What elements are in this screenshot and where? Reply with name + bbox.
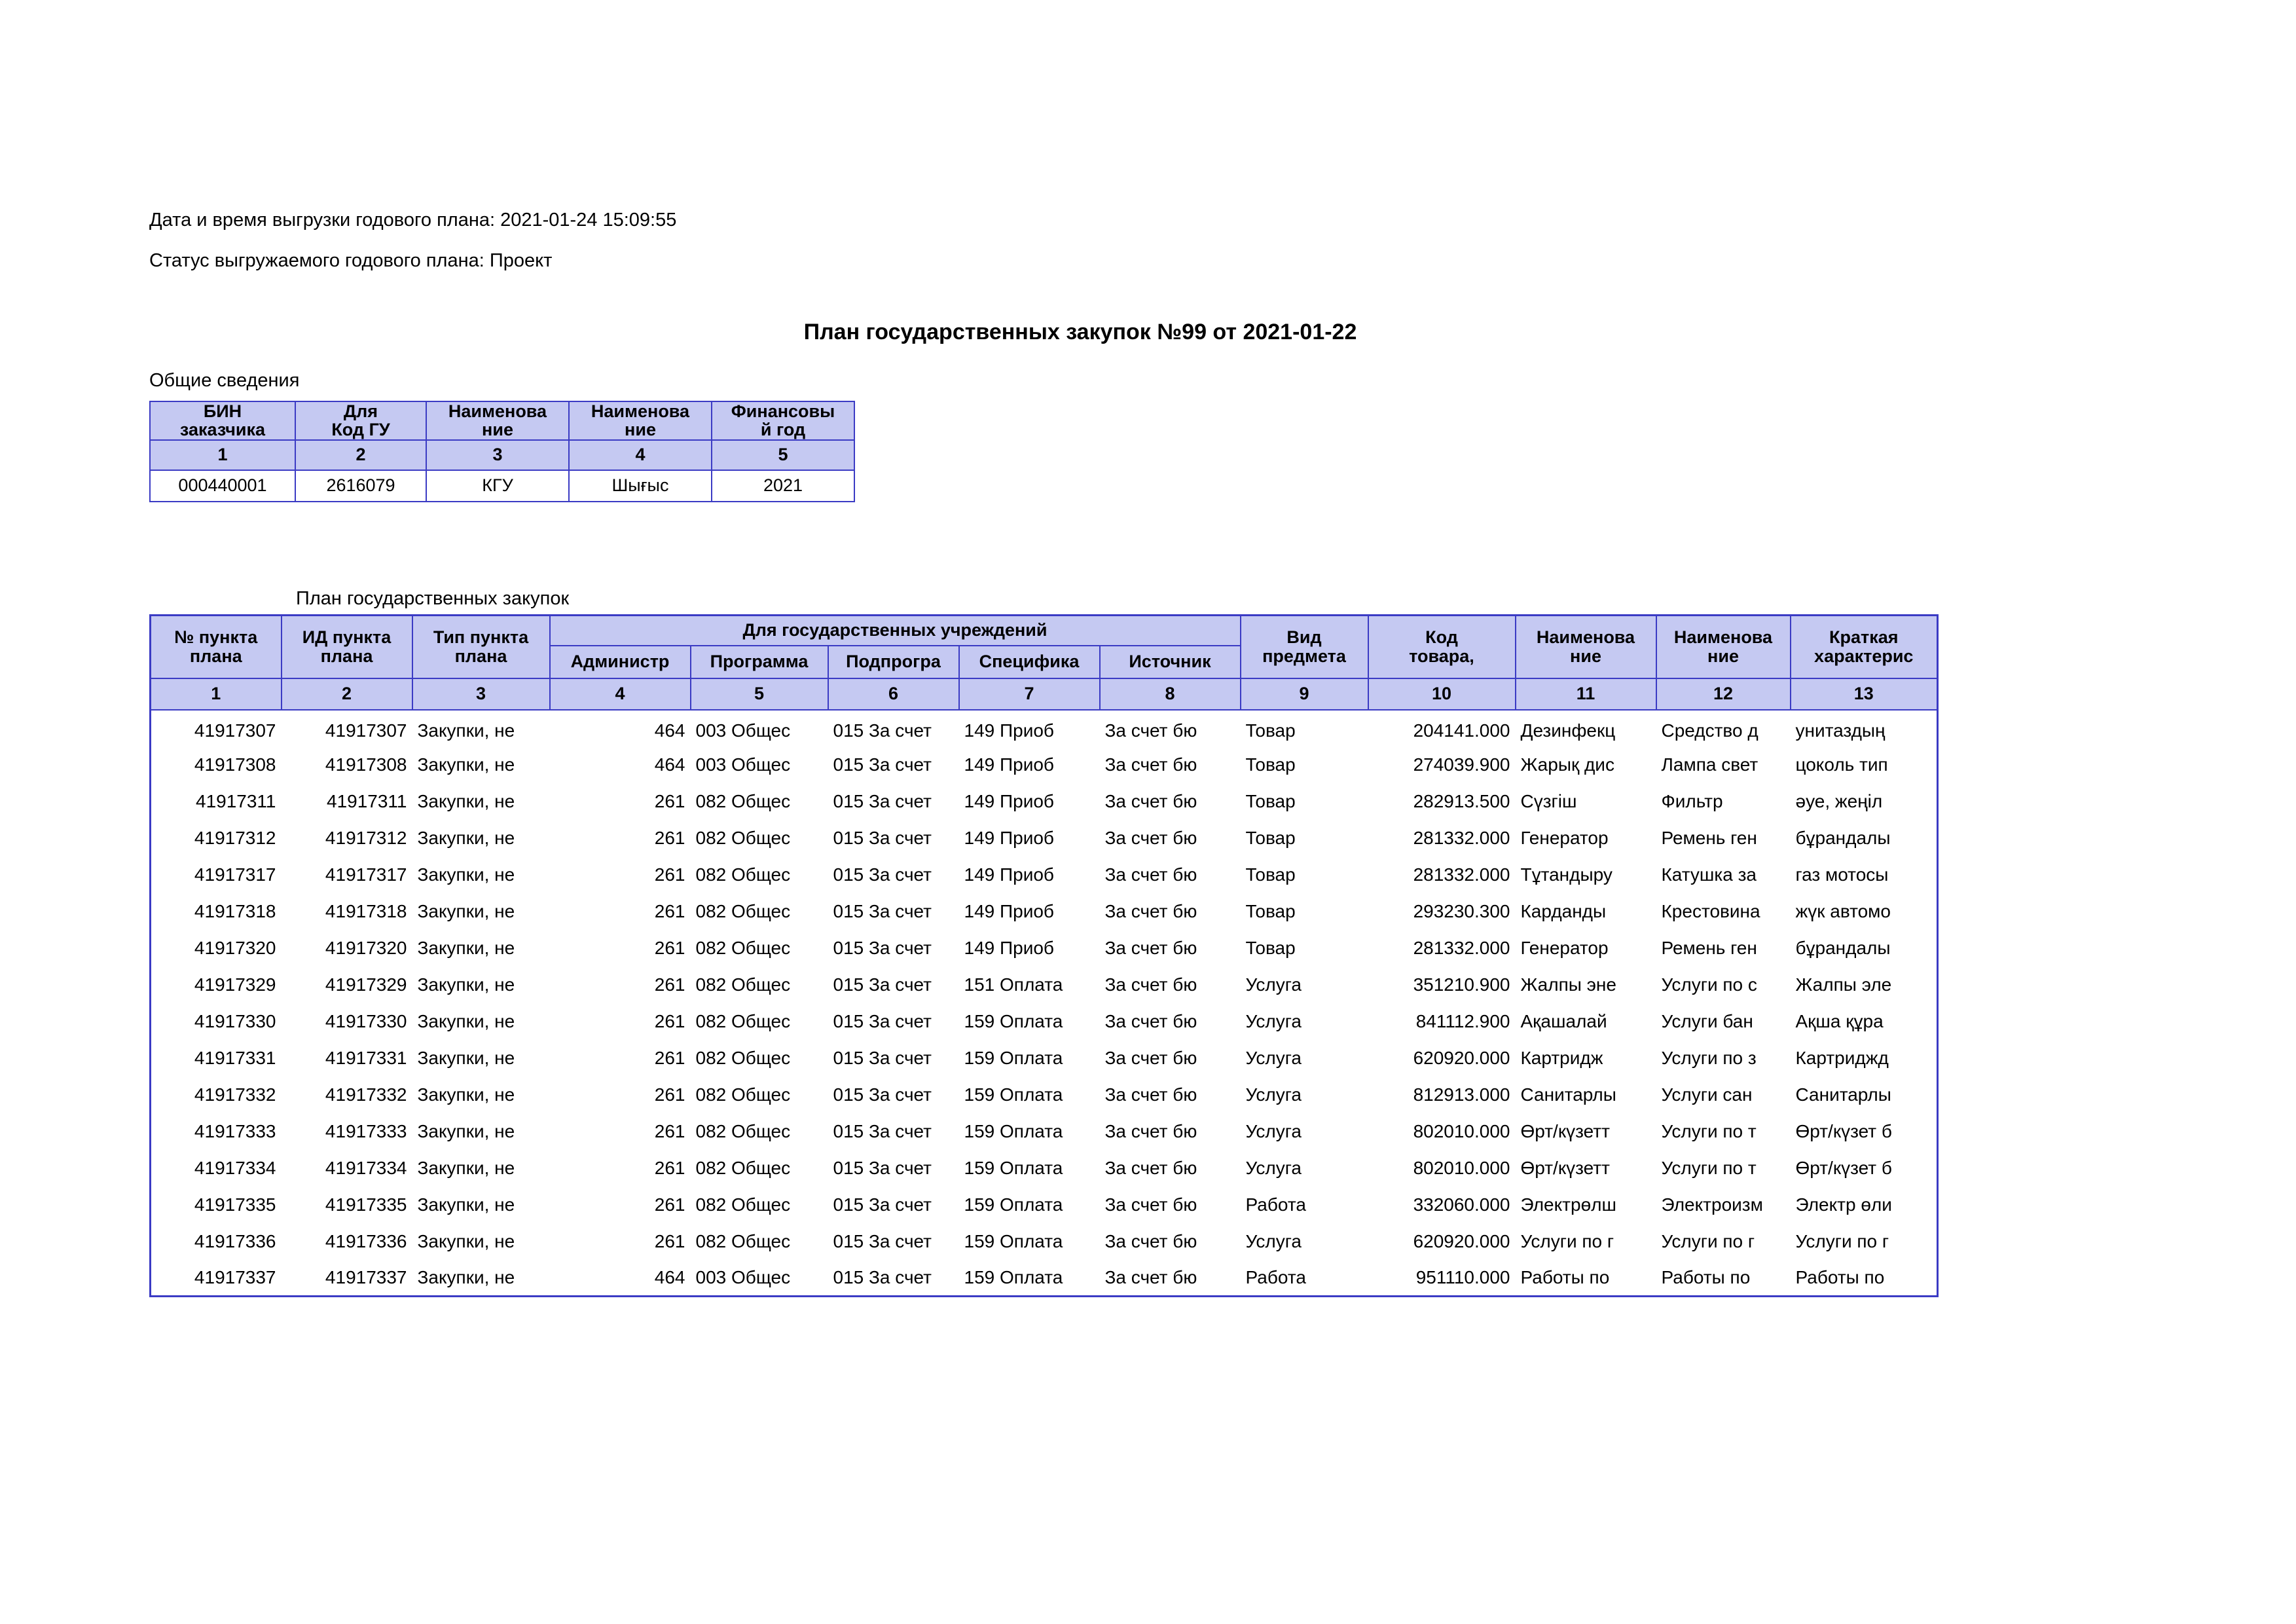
cell-goods-code: 293230.300 [1368,893,1516,930]
cell-specifics: 149 Приоб [959,930,1100,967]
cell-specifics: 149 Приоб [959,747,1100,783]
colnum-4: 4 [569,440,712,470]
cell-administrator: 261 [550,1187,691,1223]
cell-program: 082 Общес [691,967,828,1003]
cell-short-description: әуе, жеңіл [1791,783,1938,820]
cell-financial-year: 2021 [712,470,854,502]
cell-plan-item-type: Закупки, не [412,1113,550,1150]
header-program: Программа [691,646,828,678]
cell-specifics: 159 Оплата [959,1040,1100,1077]
cell-short-description: унитаздың [1791,710,1938,747]
cell-goods-code: 841112.900 [1368,1003,1516,1040]
colnum-5: 5 [691,678,828,710]
cell-program: 003 Общес [691,747,828,783]
cell-specifics: 159 Оплата [959,1260,1100,1297]
cell-program: 082 Общес [691,820,828,857]
cell-program: 003 Общес [691,1260,828,1297]
header-plan-item-type: Тип пункта плана [412,616,550,678]
cell-plan-item-id: 41917335 [282,1187,412,1223]
cell-plan-item-number: 41917334 [151,1150,282,1187]
cell-subprogram: 015 За счет [828,783,959,820]
header-specifics: Спецификa [959,646,1100,678]
header-name-ru: Наименова ние [1656,616,1791,678]
cell-goods-code: 351210.900 [1368,967,1516,1003]
cell-subject-type: Услуга [1241,967,1368,1003]
table-row [151,1040,1938,1077]
cell-program: 082 Общес [691,893,828,930]
header-name-2: Наименова ние [569,401,712,440]
cell-source: За счет бю [1100,1187,1241,1223]
cell-subprogram: 015 За счет [828,893,959,930]
cell-short-description: Жалпы эле [1791,967,1938,1003]
cell-goods-code: 204141.000 [1368,710,1516,747]
cell-gu-code: 2616079 [295,470,426,502]
cell-short-description: Услуги по г [1791,1223,1938,1260]
cell-name-kk: Карданды [1516,893,1656,930]
cell-plan-item-number: 41917337 [151,1260,282,1297]
cell-plan-item-type: Закупки, не [412,710,550,747]
cell-plan-item-number: 41917336 [151,1223,282,1260]
cell-name-ru: Средство д [1656,710,1791,747]
cell-source: За счет бю [1100,783,1241,820]
colnum-11: 11 [1516,678,1656,710]
cell-administrator: 464 [550,1260,691,1297]
cell-source: За счет бю [1100,710,1241,747]
cell-specifics: 149 Приоб [959,893,1100,930]
cell-name-ru: Катушка за [1656,857,1791,893]
cell-plan-item-id: 41917320 [282,930,412,967]
header-name-1: Наименова ние [426,401,569,440]
cell-goods-code: 620920.000 [1368,1223,1516,1260]
cell-plan-item-type: Закупки, не [412,783,550,820]
cell-subprogram: 015 За счет [828,857,959,893]
cell-goods-code: 951110.000 [1368,1260,1516,1297]
header-subject-type: Вид предмета [1241,616,1368,678]
colnum-5: 5 [712,440,854,470]
colnum-12: 12 [1656,678,1791,710]
table-row [151,710,1938,747]
cell-name-kk: Генератор [1516,820,1656,857]
page-title: План государственных закупок №99 от 2021-01-22 [803,320,1357,344]
cell-name-ru: Работы по [1656,1260,1791,1297]
colnum-3: 3 [426,440,569,470]
export-datetime-line: Дата и время выгрузки годового плана: 2021-01-24 15:09:55 [149,210,677,231]
cell-plan-item-id: 41917317 [282,857,412,893]
cell-administrator: 261 [550,783,691,820]
cell-name-kk: Генератор [1516,930,1656,967]
cell-administrator: 261 [550,893,691,930]
cell-plan-item-number: 41917329 [151,967,282,1003]
cell-subprogram: 015 За счет [828,710,959,747]
cell-name-ru: Услуги сан [1656,1077,1791,1113]
colnum-1: 1 [150,440,295,470]
table-row [151,893,1938,930]
cell-plan-item-type: Закупки, не [412,1150,550,1187]
cell-plan-item-type: Закупки, не [412,1003,550,1040]
cell-subject-type: Товар [1241,930,1368,967]
cell-plan-item-number: 41917320 [151,930,282,967]
cell-name-ru: Услуги по т [1656,1150,1791,1187]
cell-administrator: 261 [550,1003,691,1040]
cell-plan-item-id: 41917336 [282,1223,412,1260]
cell-source: За счет бю [1100,820,1241,857]
cell-administrator: 261 [550,930,691,967]
colnum-13: 13 [1791,678,1938,710]
cell-plan-item-number: 41917308 [151,747,282,783]
cell-specifics: 149 Приоб [959,820,1100,857]
cell-goods-code: 802010.000 [1368,1150,1516,1187]
cell-short-description: жүк автомо [1791,893,1938,930]
cell-program: 082 Общес [691,1003,828,1040]
cell-subject-type: Услуга [1241,1040,1368,1077]
cell-subject-type: Товар [1241,820,1368,857]
cell-specifics: 159 Оплата [959,1187,1100,1223]
colnum-2: 2 [282,678,412,710]
cell-name-kk: Ақашалай [1516,1003,1656,1040]
header-financial-year: Финансовы й год [712,401,854,440]
cell-name-ru: Услуги бан [1656,1003,1791,1040]
cell-bin: 000440001 [150,470,295,502]
cell-plan-item-type: Закупки, не [412,1260,550,1297]
cell-short-description: Картриджд [1791,1040,1938,1077]
table-row [151,930,1938,967]
cell-plan-item-number: 41917335 [151,1187,282,1223]
table-row [151,967,1938,1003]
cell-name-kk: Дезинфекц [1516,710,1656,747]
cell-administrator: 261 [550,1113,691,1150]
header-bin: БИН заказчика [150,401,295,440]
cell-source: За счет бю [1100,1260,1241,1297]
table-row [151,1077,1938,1113]
cell-specifics: 159 Оплата [959,1003,1100,1040]
table-row [151,783,1938,820]
cell-subject-type: Услуга [1241,1113,1368,1150]
table-row [151,820,1938,857]
cell-short-description: Санитарлы [1791,1077,1938,1113]
colnum-6: 6 [828,678,959,710]
cell-source: За счет бю [1100,1077,1241,1113]
cell-administrator: 261 [550,857,691,893]
cell-plan-item-number: 41917332 [151,1077,282,1113]
cell-source: За счет бю [1100,747,1241,783]
header-gu-code: Для Код ГУ [295,401,426,440]
header-goods-code: Код товара, [1368,616,1516,678]
cell-name-ru: Услуги по т [1656,1113,1791,1150]
table-row [151,1113,1938,1150]
cell-name-ru: Услуги по з [1656,1040,1791,1077]
cell-plan-item-id: 41917329 [282,967,412,1003]
cell-goods-code: 281332.000 [1368,820,1516,857]
cell-short-description: Өрт/күзет б [1791,1113,1938,1150]
colnum-3: 3 [412,678,550,710]
cell-administrator: 261 [550,1223,691,1260]
cell-program: 082 Общес [691,1187,828,1223]
cell-specifics: 151 Оплата [959,967,1100,1003]
cell-plan-item-number: 41917317 [151,857,282,893]
procurement-plan-table [149,614,1939,1297]
cell-subprogram: 015 За счет [828,1223,959,1260]
cell-source: За счет бю [1100,967,1241,1003]
colnum-10: 10 [1368,678,1516,710]
cell-subprogram: 015 За счет [828,1040,959,1077]
cell-plan-item-id: 41917312 [282,820,412,857]
cell-name-kk: Электрөлш [1516,1187,1656,1223]
header-source: Источник [1100,646,1241,678]
column-number-row [151,678,1938,710]
cell-program: 082 Общес [691,783,828,820]
cell-program: 082 Общес [691,1040,828,1077]
cell-plan-item-type: Закупки, не [412,1187,550,1223]
table-row [151,1223,1938,1260]
cell-subject-type: Товар [1241,893,1368,930]
cell-plan-item-type: Закупки, не [412,857,550,893]
cell-subject-type: Товар [1241,783,1368,820]
cell-short-description: Работы по [1791,1260,1938,1297]
cell-goods-code: 274039.900 [1368,747,1516,783]
cell-plan-item-id: 41917330 [282,1003,412,1040]
cell-administrator: 261 [550,967,691,1003]
cell-goods-code: 620920.000 [1368,1040,1516,1077]
cell-administrator: 261 [550,1077,691,1113]
cell-plan-item-type: Закупки, не [412,1040,550,1077]
cell-subprogram: 015 За счет [828,930,959,967]
cell-name-kk: Картридж [1516,1040,1656,1077]
cell-specifics: 149 Приоб [959,710,1100,747]
cell-plan-item-number: 41917307 [151,710,282,747]
header-plan-item-number: № пункта плана [151,616,282,678]
cell-plan-item-type: Закупки, не [412,1077,550,1113]
cell-specifics: 159 Оплата [959,1150,1100,1187]
cell-goods-code: 802010.000 [1368,1113,1516,1150]
cell-short-description: Ақша құра [1791,1003,1938,1040]
cell-subject-type: Товар [1241,857,1368,893]
cell-name-ru: Услуги по г [1656,1223,1791,1260]
cell-program: 003 Общес [691,710,828,747]
cell-short-description: цоколь тип [1791,747,1938,783]
cell-plan-item-id: 41917318 [282,893,412,930]
cell-subprogram: 015 За счет [828,1077,959,1113]
cell-plan-item-id: 41917334 [282,1150,412,1187]
cell-subprogram: 015 За счет [828,1003,959,1040]
cell-name-kk: Услуги по г [1516,1223,1656,1260]
cell-subject-type: Услуга [1241,1077,1368,1113]
cell-subject-type: Товар [1241,747,1368,783]
cell-plan-item-type: Закупки, не [412,820,550,857]
cell-program: 082 Общес [691,857,828,893]
cell-plan-item-type: Закупки, не [412,1223,550,1260]
colnum-1: 1 [151,678,282,710]
table-row [151,1187,1938,1223]
cell-goods-code: 281332.000 [1368,857,1516,893]
cell-subject-type: Услуга [1241,1223,1368,1260]
colnum-7: 7 [959,678,1100,710]
plan-table-label: План государственных закупок [296,588,570,609]
cell-subprogram: 015 За счет [828,1150,959,1187]
cell-administrator: 464 [550,747,691,783]
cell-administrator: 261 [550,1150,691,1187]
cell-short-description: бұрандалы [1791,820,1938,857]
cell-name-ru: Ремень ген [1656,820,1791,857]
cell-specifics: 159 Оплата [959,1113,1100,1150]
header-administrator: Администр [550,646,691,678]
general-info-label: Общие сведения [149,370,300,391]
cell-subject-type: Услуга [1241,1003,1368,1040]
cell-subprogram: 015 За счет [828,1260,959,1297]
cell-program: 082 Общес [691,1077,828,1113]
cell-name-kk: Өрт/күзетт [1516,1113,1656,1150]
cell-plan-item-id: 41917311 [282,783,412,820]
cell-name-kk: Жалпы эне [1516,967,1656,1003]
table-row [150,470,854,502]
cell-specifics: 159 Оплата [959,1077,1100,1113]
cell-source: За счет бю [1100,930,1241,967]
table-header-group-row [151,616,1938,646]
cell-name-1: КГУ [426,470,569,502]
cell-subject-type: Товар [1241,710,1368,747]
table-row [151,1003,1938,1040]
export-status-line: Статус выгружаемого годового плана: Проект [149,250,553,271]
cell-program: 082 Общес [691,1223,828,1260]
cell-plan-item-id: 41917332 [282,1077,412,1113]
cell-plan-item-number: 41917312 [151,820,282,857]
cell-name-ru: Ремень ген [1656,930,1791,967]
cell-goods-code: 282913.500 [1368,783,1516,820]
cell-source: За счет бю [1100,1223,1241,1260]
cell-program: 082 Общес [691,930,828,967]
colnum-9: 9 [1241,678,1368,710]
cell-plan-item-id: 41917331 [282,1040,412,1077]
cell-plan-item-type: Закупки, не [412,893,550,930]
cell-name-2: Шығыс [569,470,712,502]
cell-name-kk: Өрт/күзетт [1516,1150,1656,1187]
cell-short-description: газ мотосы [1791,857,1938,893]
cell-source: За счет бю [1100,1003,1241,1040]
cell-name-ru: Фильтр [1656,783,1791,820]
cell-short-description: бұрандалы [1791,930,1938,967]
cell-subprogram: 015 За счет [828,967,959,1003]
header-name-kk: Наименова ние [1516,616,1656,678]
cell-plan-item-number: 41917331 [151,1040,282,1077]
cell-name-kk: Сүзгіш [1516,783,1656,820]
cell-subject-type: Работа [1241,1187,1368,1223]
cell-goods-code: 281332.000 [1368,930,1516,967]
cell-plan-item-number: 41917318 [151,893,282,930]
cell-name-kk: Жарық дис [1516,747,1656,783]
cell-program: 082 Общес [691,1150,828,1187]
colnum-4: 4 [550,678,691,710]
cell-name-kk: Санитарлы [1516,1077,1656,1113]
cell-administrator: 261 [550,1040,691,1077]
table-row [151,747,1938,783]
cell-subprogram: 015 За счет [828,820,959,857]
cell-plan-item-id: 41917337 [282,1260,412,1297]
cell-goods-code: 812913.000 [1368,1077,1516,1113]
cell-plan-item-number: 41917311 [151,783,282,820]
cell-name-ru: Лампа свет [1656,747,1791,783]
cell-plan-item-number: 41917330 [151,1003,282,1040]
cell-specifics: 159 Оплата [959,1223,1100,1260]
general-info-table [149,401,855,502]
header-group-state-institutions: Для государственных учреждений [550,616,1241,646]
cell-source: За счет бю [1100,893,1241,930]
cell-name-ru: Электроизм [1656,1187,1791,1223]
colnum-2: 2 [295,440,426,470]
cell-source: За счет бю [1100,1150,1241,1187]
cell-specifics: 149 Приоб [959,857,1100,893]
cell-source: За счет бю [1100,1040,1241,1077]
header-subprogram: Подпрогра [828,646,959,678]
cell-plan-item-type: Закупки, не [412,967,550,1003]
cell-plan-item-number: 41917333 [151,1113,282,1150]
table-row [151,1260,1938,1297]
cell-plan-item-id: 41917333 [282,1113,412,1150]
cell-administrator: 464 [550,710,691,747]
cell-subprogram: 015 За счет [828,1187,959,1223]
cell-plan-item-id: 41917308 [282,747,412,783]
header-plan-item-id: ИД пункта плана [282,616,412,678]
cell-subject-type: Работа [1241,1260,1368,1297]
cell-goods-code: 332060.000 [1368,1187,1516,1223]
cell-short-description: Электр өли [1791,1187,1938,1223]
cell-name-kk: Тұтандыру [1516,857,1656,893]
column-number-row [150,440,854,470]
cell-name-kk: Работы по [1516,1260,1656,1297]
cell-administrator: 261 [550,820,691,857]
table-row [151,1150,1938,1187]
cell-source: За счет бю [1100,857,1241,893]
cell-name-ru: Услуги по с [1656,967,1791,1003]
table-row [151,857,1938,893]
cell-specifics: 149 Приоб [959,783,1100,820]
cell-plan-item-type: Закупки, не [412,930,550,967]
cell-short-description: Өрт/күзет б [1791,1150,1938,1187]
cell-name-ru: Крестовина [1656,893,1791,930]
cell-source: За счет бю [1100,1113,1241,1150]
cell-plan-item-type: Закупки, не [412,747,550,783]
cell-subject-type: Услуга [1241,1150,1368,1187]
cell-subprogram: 015 За счет [828,1113,959,1150]
cell-subprogram: 015 За счет [828,747,959,783]
colnum-8: 8 [1100,678,1241,710]
cell-plan-item-id: 41917307 [282,710,412,747]
cell-program: 082 Общес [691,1113,828,1150]
table-header-row [150,401,854,440]
header-short-description: Краткая характерис [1791,616,1938,678]
